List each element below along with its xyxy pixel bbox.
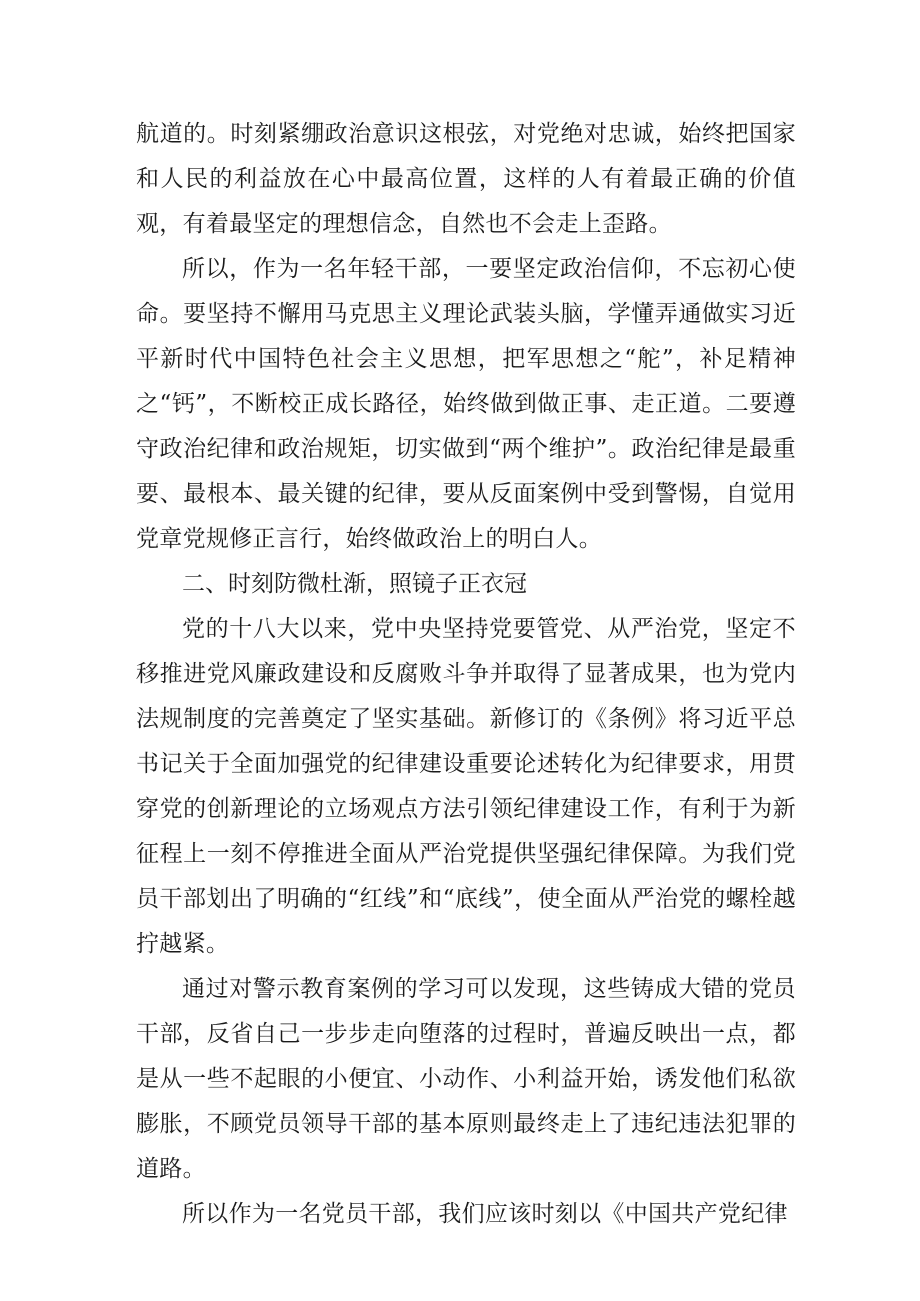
section-heading-2: 二、时刻防微杜渐，照镜子正衣冠 xyxy=(182,571,527,597)
paragraph-young-cadre: 所以，作为一名年轻干部，一要坚定政治信仰，不忘初心使命。要坚持不懈用马克思主义理论武装头脑，学懂弄通做实习近平新时代中国特色社会主义思想，把军思想之“舵”，补足精神之“钙”，不断校正成长路径，始终做到做正事、走正道。二要遵守政治纪律和政治规矩，切实做到“两个维护”。政治纪律是最重要、最根本、最关键的纪律，要从反面案例中受到警惕，自觉用党章党规修正言行，始终做政治上的明白人。 xyxy=(136,256,796,552)
document-body xyxy=(136,112,796,1237)
paragraph-warning-cases: 通过对警示教育案例的学习可以发现，这些铸成大错的党员干部，反省自己一步步走向堕落的过程时，普遍反映出一点，都是从一些不起眼的小便宜、小动作、小利益开始，诱发他们私欲膨胀，不顾党员领导干部的基本原则最终走上了违纪违法犯罪的道路。 xyxy=(136,976,796,1182)
paragraph-closing: 所以作为一名党员干部，我们应该时刻以《中国共产党纪律 xyxy=(182,1201,788,1227)
paragraph-continuation: 航道的。时刻紧绷政治意识这根弦，对党绝对忠诚，始终把国家和人民的利益放在心中最高位置，这样的人有着最正确的价值观，有着最坚定的理想信念，自然也不会走上歪路。 xyxy=(136,121,796,237)
paragraph-party-discipline: 党的十八大以来，党中央坚持党要管党、从严治党，坚定不移推进党风廉政建设和反腐败斗争并取得了显著成果，也为党内法规制度的完善奠定了坚实基础。新修订的《条例》将习近平总书记关于全面加强党的纪律建设重要论述转化为纪律要求，用贯穿党的创新理论的立场观点方法引领纪律建设工作，有利于为新征程上一刻不停推进全面从严治党提供坚强纪律保障。为我们党员干部划出了明确的“红线”和“底线”，使全面从严治党的螺栓越拧越紧。 xyxy=(136,616,796,957)
